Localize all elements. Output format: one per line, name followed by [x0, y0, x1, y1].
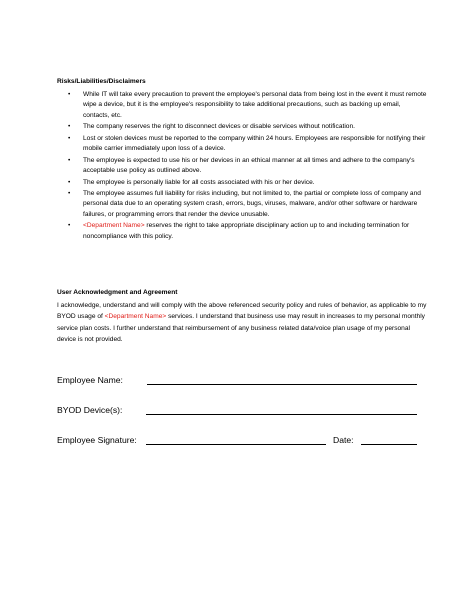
acknowledgment-text: I acknowledge, understand and will comply with the above referenced security policy and rules of behavior, as applicable to my BYOD usage of [57, 302, 427, 321]
department-name-placeholder: <Department Name> [104, 313, 167, 321]
acknowledgment-paragraph [57, 300, 427, 346]
risk-item-text: While IT will take every precaution to prevent the employee's personal data from being lost in the event it must remote wipe a device, but it is the employee's responsibility to take additional precautions, such as backing up email, contacts, etc. [83, 91, 427, 119]
risk-item-text: The company reserves the right to disconnect devices or disable services without notification. [83, 123, 355, 131]
risks-list [57, 90, 427, 243]
risks-list-item [57, 189, 427, 220]
bullet-icon: • [68, 91, 71, 98]
employee-signature-field[interactable] [146, 444, 326, 445]
employee-name-field[interactable] [147, 384, 417, 385]
bullet-icon: • [68, 123, 71, 131]
bullet-icon: • [68, 222, 71, 230]
employee-name-label: Employee Name: [57, 375, 123, 385]
date-field[interactable] [361, 444, 417, 445]
bullet-icon: • [68, 134, 71, 142]
risk-item-text: Lost or stolen devices must be reported to the company within 24 hours. Employees are responsible for notifying their mobile carrier immediately upon loss of a device. [83, 134, 426, 153]
acknowledgment-text: services. I understand that business use may result in increases to my personal monthly service plan costs. I further understand that reimbursement of any business related data/voice plan usage of my personal device is not provided. [57, 313, 425, 344]
risks-list-item [57, 90, 427, 121]
risk-item-text: The employee is expected to use his or her devices in an ethical manner at all times and adhere to the company's acceptable use policy as outlined above. [83, 156, 415, 174]
department-name-placeholder: <Department Name> [83, 222, 145, 230]
risk-item-text: The employee is personally liable for all costs associated with his or her device. [83, 178, 315, 186]
byod-devices-label: BYOD Device(s): [57, 405, 123, 415]
risk-item-text: The employee assumes full liability for risks including, but not limited to, the partial or complete loss of company and personal data due to an operating system crash, errors, bugs, viruses, malware, and/or other software or hardware failures, or programming errors that render the device unusable. [83, 190, 421, 218]
risks-list-item [57, 156, 427, 177]
risks-list-item [57, 134, 427, 155]
date-label: Date: [333, 435, 354, 445]
risks-list-item [57, 221, 427, 242]
risks-list-item [57, 122, 427, 132]
bullet-icon: • [68, 178, 71, 186]
employee-signature-label: Employee Signature: [57, 435, 137, 445]
risks-heading: Risks/Liabilities/Disclaimers [57, 78, 146, 85]
byod-devices-field[interactable] [146, 414, 417, 415]
acknowledgment-heading: User Acknowledgment and Agreement [57, 289, 178, 296]
risk-item-text: reserves the right to take appropriate disciplinary action up to and including termination for noncompliance with this policy. [83, 222, 410, 240]
bullet-icon: • [68, 156, 71, 164]
bullet-icon: • [68, 190, 71, 198]
risks-list-item [57, 178, 427, 188]
